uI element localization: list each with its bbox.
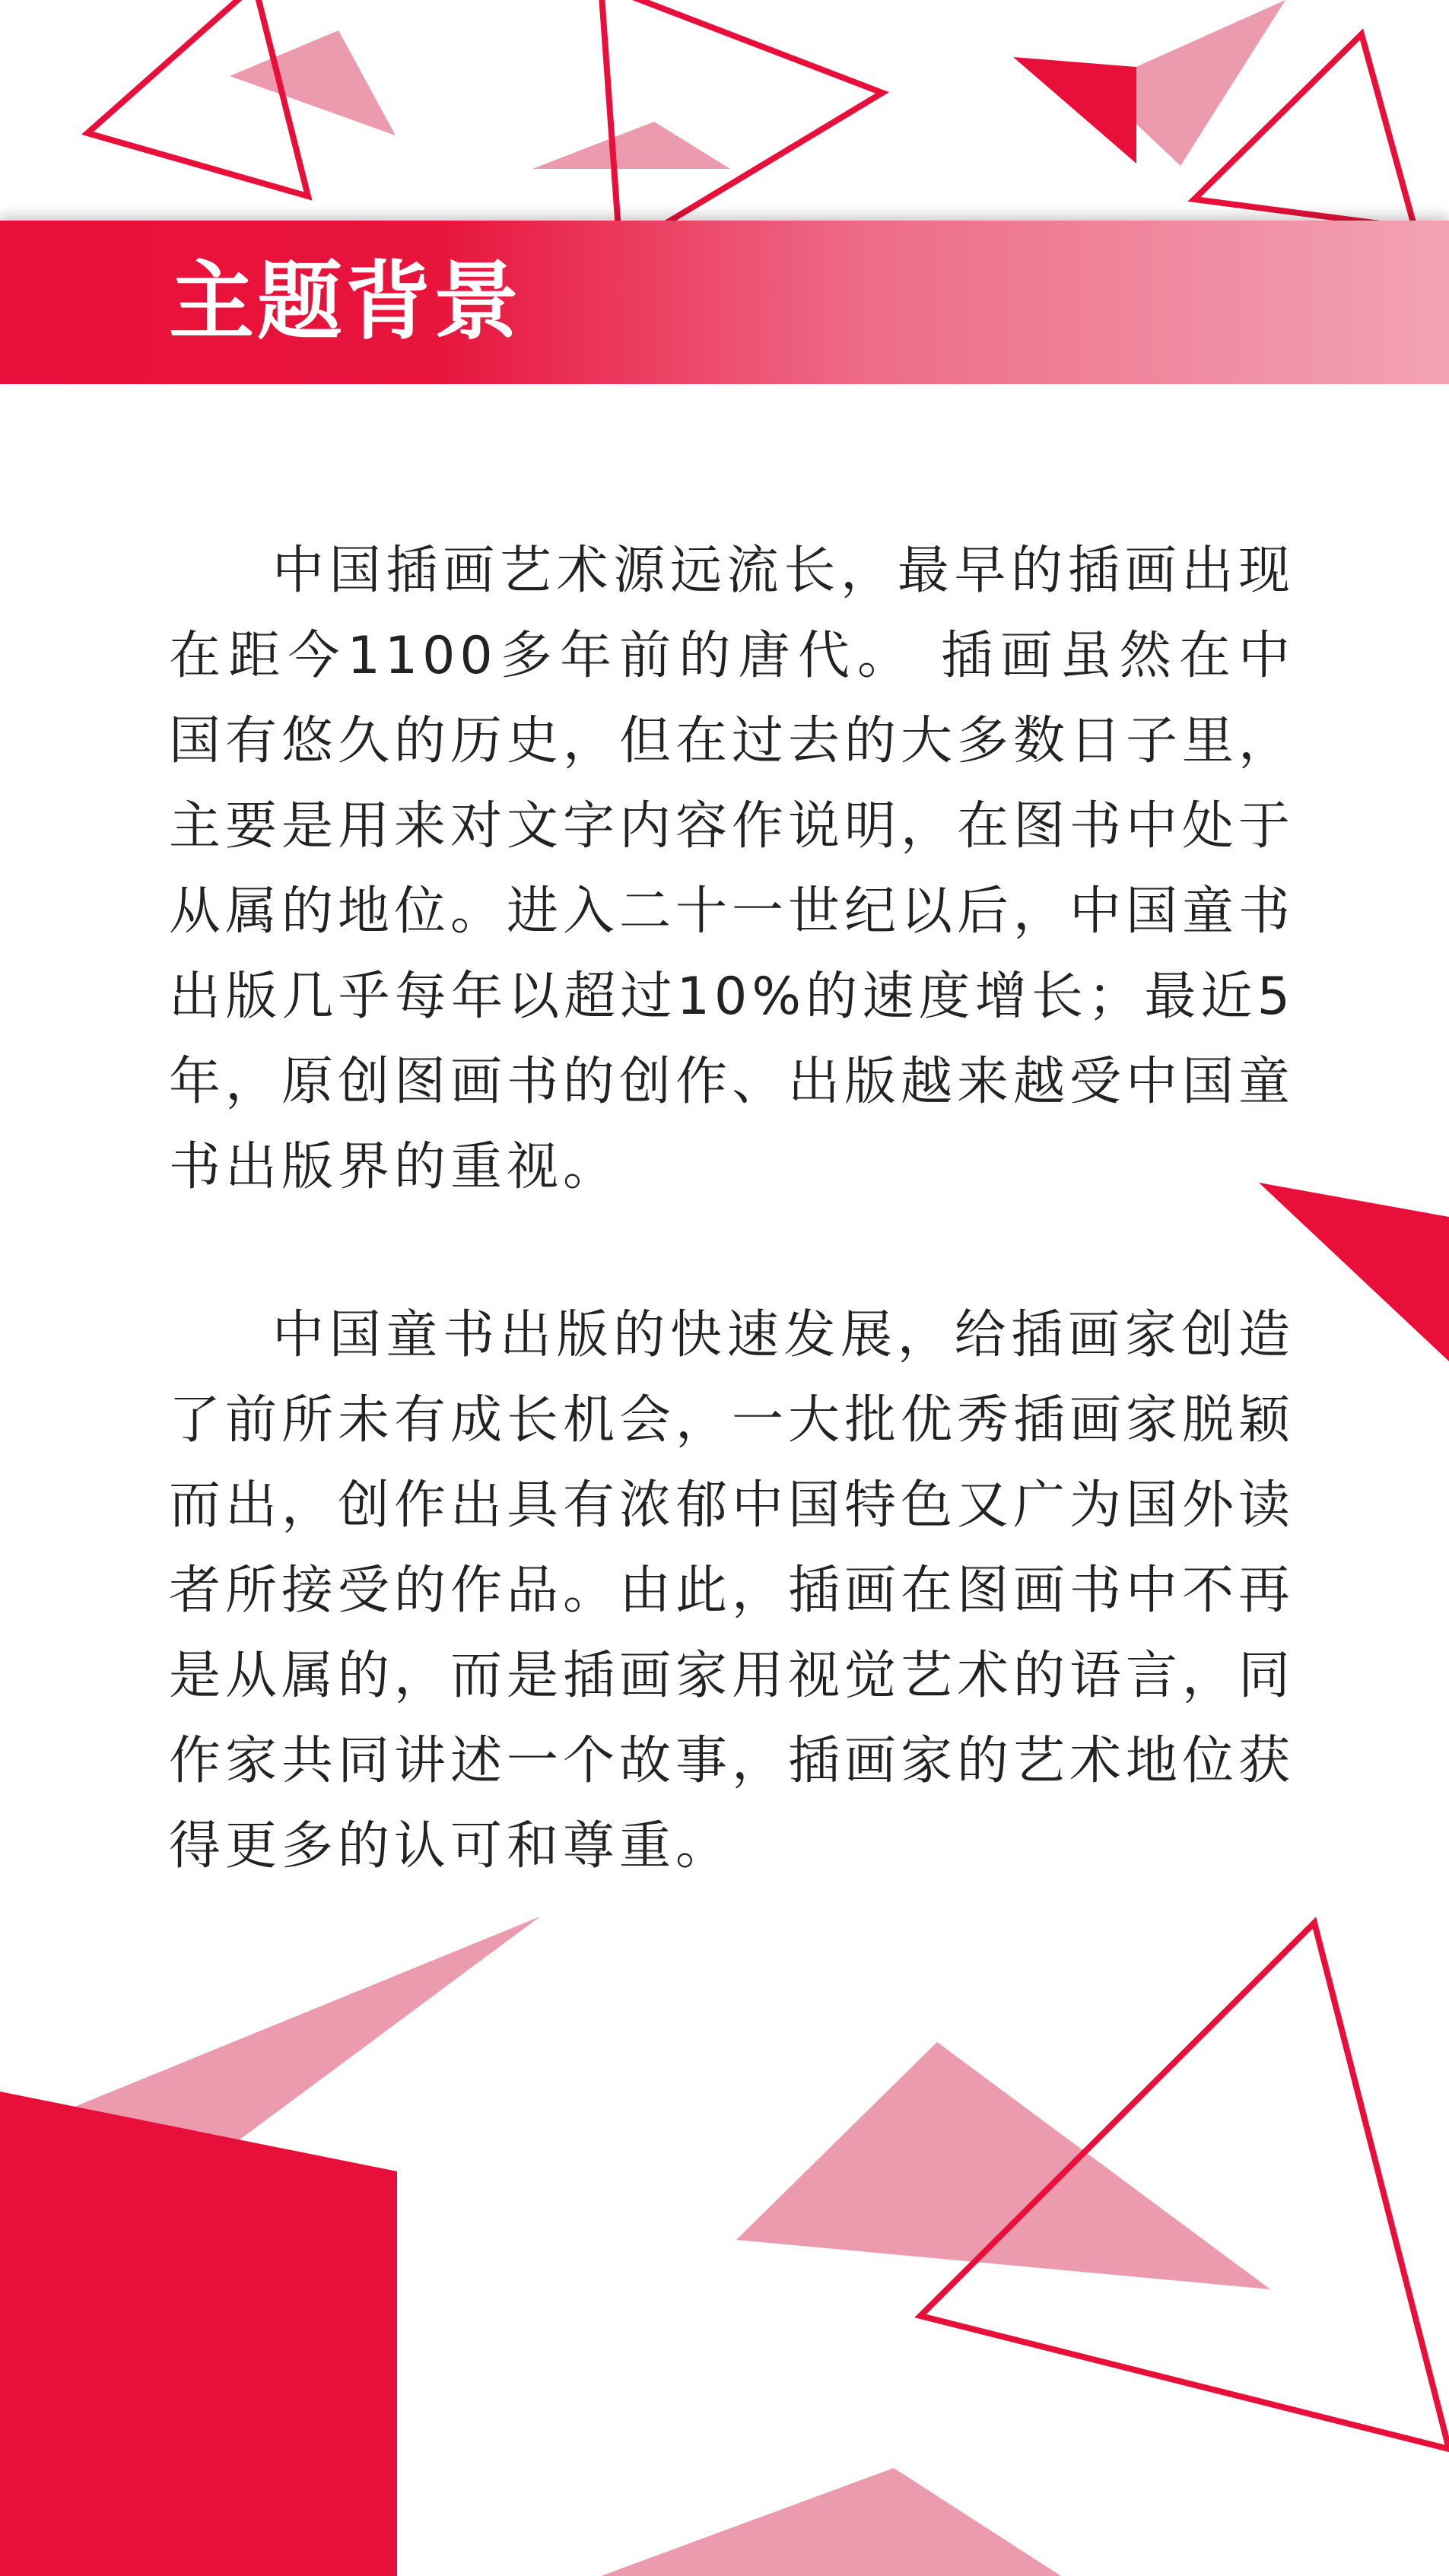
background-paragraph-1-block — [169, 529, 1295, 1210]
outline-triangle-top-center — [601, 0, 882, 251]
pink-triangle-top-left — [230, 30, 396, 135]
red-triangle-top-right — [1013, 57, 1136, 164]
pink-triangle-bottom-right — [736, 2042, 1270, 2289]
outline-triangle-top-left — [87, 0, 308, 196]
background-paragraph-2: 中国童书出版的快速发展，给插画家创造了前所未有成长机会，一大批优秀插画家脱颖而出，创作出具有浓郁中国特色又广为国外读者所接受的作品。由此，插画在图画书中不再是从属的，而是插画家用视觉艺术的语言，同作家共同讲述一个故事，插画家的艺术地位获得更多的认可和尊重。 — [169, 1305, 1295, 1876]
section-title: 主题背景 — [169, 253, 522, 351]
background-paragraph-1: 中国插画艺术源远流长，最早的插画出现在距今1100多年前的唐代。 插画虽然在中国有悠久的历史，但在过去的大多数日子里，主要是用来对文字内容作说明，在图书中处于从属的地位。进入二十一世纪以后，中国童书出版几乎每年以超过10%的速度增长；最近5年，原创图画书的创作、出版越来越受中国童书出版界的重视。 — [169, 541, 1295, 1197]
pink-triangle-top-center — [532, 122, 730, 169]
red-triangle-bottom-left — [0, 2092, 397, 2576]
pink-triangle-bottom-center — [601, 2468, 1061, 2576]
section-title-banner — [0, 221, 1449, 384]
background-paragraph-2-block — [169, 1293, 1295, 1889]
